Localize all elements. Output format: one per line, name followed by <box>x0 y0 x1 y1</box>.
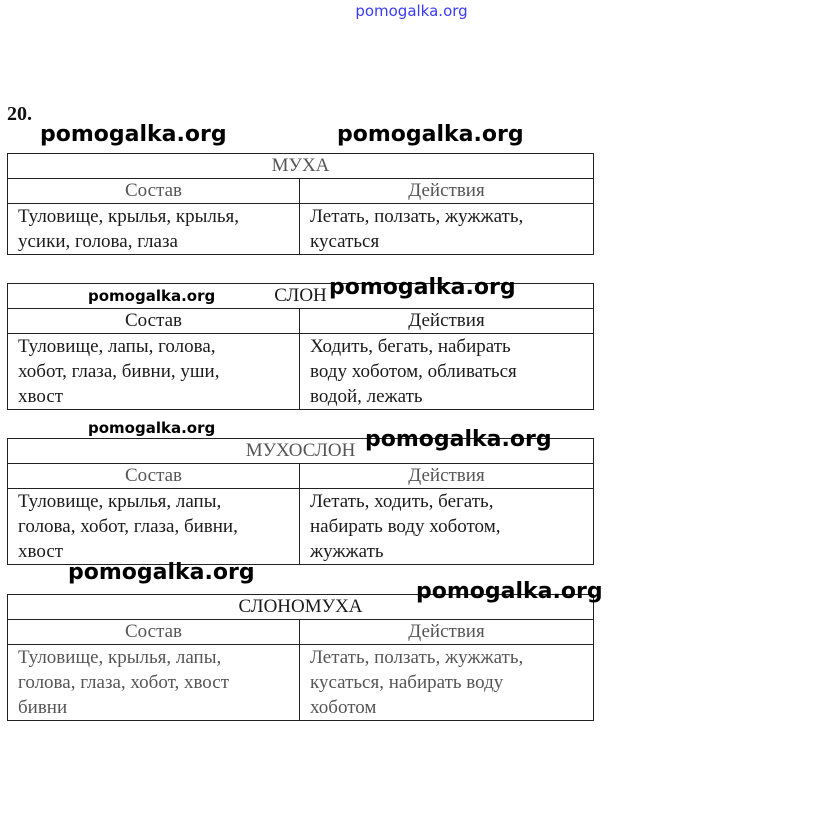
watermark: pomogalka.org <box>88 419 216 437</box>
table-mukha <box>7 153 594 255</box>
cell-line: голова, хобот, глаза, бивни, <box>18 516 238 537</box>
cell-line: хоботом <box>310 697 377 718</box>
column-header-composition: Состав <box>8 620 300 645</box>
watermark: pomogalka.org <box>365 427 552 452</box>
actions-cell <box>300 489 594 565</box>
cell-line: Туловище, лапы, голова, <box>18 336 216 357</box>
cell-line: Летать, ползать, жужжать, <box>310 647 524 668</box>
column-header-composition: Состав <box>8 464 300 489</box>
composition-cell <box>8 489 300 565</box>
cell-line: усики, голова, глаза <box>18 231 178 252</box>
composition-cell <box>8 204 300 255</box>
cell-line: голова, глаза, хобот, хвост <box>18 672 230 693</box>
column-header-composition: Состав <box>8 179 300 204</box>
cell-line: Туловище, крылья, крылья, <box>18 206 240 227</box>
actions-cell <box>300 334 594 410</box>
table-title: СЛОН <box>8 284 594 309</box>
cell-line: Туловище, крылья, лапы, <box>18 491 222 512</box>
watermark: pomogalka.org <box>88 287 216 305</box>
cell-line: набирать воду хоботом, <box>310 516 501 537</box>
watermark: pomogalka.org <box>416 579 603 604</box>
actions-cell <box>300 204 594 255</box>
composition-cell <box>8 334 300 410</box>
cell-line: бивни <box>18 697 68 718</box>
cell-line: воду хоботом, обливаться <box>310 361 517 382</box>
table-mukhoslon <box>7 438 594 565</box>
cell-line: хвост <box>18 541 64 562</box>
watermark: pomogalka.org <box>329 275 516 300</box>
column-header-actions: Действия <box>300 179 594 204</box>
column-header-composition: Состав <box>8 309 300 334</box>
cell-line: кусаться <box>310 231 380 252</box>
cell-line: хобот, глаза, бивни, уши, <box>18 361 220 382</box>
table-title: СЛОНОМУХА <box>8 595 594 620</box>
watermark: pomogalka.org <box>40 122 227 147</box>
watermark: pomogalka.org <box>337 122 524 147</box>
table-slonomukha <box>7 594 594 721</box>
cell-line: жужжать <box>310 541 384 562</box>
watermark: pomogalka.org <box>68 560 255 585</box>
task-number: 20. <box>7 103 32 125</box>
actions-cell <box>300 645 594 721</box>
column-header-actions: Действия <box>300 309 594 334</box>
cell-line: кусаться, набирать воду <box>310 672 504 693</box>
cell-line: Ходить, бегать, набирать <box>310 336 511 357</box>
cell-line: Летать, ползать, жужжать, <box>310 206 524 227</box>
table-title: МУХА <box>8 154 594 179</box>
cell-line: хвост <box>18 386 64 407</box>
column-header-actions: Действия <box>300 464 594 489</box>
column-header-actions: Действия <box>300 620 594 645</box>
cell-line: Летать, ходить, бегать, <box>310 491 494 512</box>
site-link[interactable]: pomogalka.org <box>355 2 468 20</box>
table-title: МУХОСЛОН <box>8 439 594 464</box>
composition-cell <box>8 645 300 721</box>
cell-line: водой, лежать <box>310 386 423 407</box>
cell-line: Туловище, крылья, лапы, <box>18 647 222 668</box>
